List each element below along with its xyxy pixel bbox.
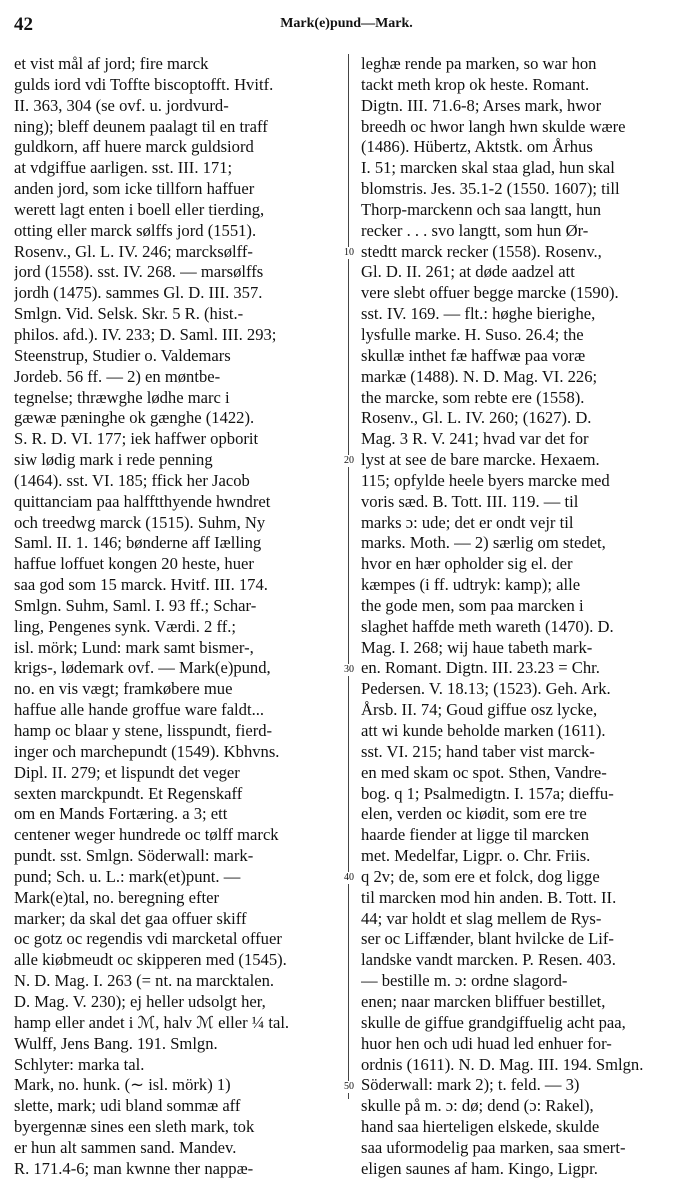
- left-column-line: ling, Pengenes synk. Værdi. 2 ff.;: [14, 616, 237, 636]
- right-column-line: Gl. D. II. 261; at døde aadzel att: [361, 262, 575, 282]
- right-column-line: the marcke, som rebte ere (1558).: [361, 387, 585, 407]
- left-column-line: saa god som 15 marck. Hvitf. III. 174.: [14, 575, 268, 595]
- right-column-line: skullæ inthet fæ haffwæ paa voræ: [361, 345, 586, 365]
- right-column-line: kæmpes (i ff. udtryk: kamp); alle: [361, 575, 581, 595]
- right-column-line: breedh oc hwor langh hwn skulde wære: [361, 116, 626, 136]
- running-head: Mark(e)pund—Mark.: [280, 16, 413, 31]
- left-column-line: Smlgn. Vid. Selsk. Skr. 5 R. (hist.-: [14, 304, 244, 324]
- right-column-line: I. 51; marcken skal staa glad, hun skal: [361, 158, 615, 178]
- left-column-line: Schlyter: marka tal.: [14, 1054, 145, 1074]
- left-column-line: oc gotz oc regendis vdi marcketal offuer: [14, 929, 282, 949]
- right-column-line: blomstris. Jes. 35.1-2 (1550. 1607); till: [361, 179, 620, 199]
- right-column-line: att wi kunde beholde marken (1611).: [361, 721, 606, 740]
- right-column-line: voris sæd. B. Tott. III. 119. — til: [361, 491, 579, 511]
- left-column-line: gæwæ pæninghe ok gænghe (1422).: [14, 408, 255, 428]
- left-column-line: (1464). sst. VI. 185; ffick her Jacob: [14, 470, 250, 490]
- right-column-line: ser oc Liffænder, blant hvilcke de Lif-: [361, 929, 614, 949]
- right-column-line: Söderwall: mark 2); t. feld. — 3): [361, 1075, 580, 1095]
- right-column-line: en. Romant. Digtn. III. 23.23 = Chr.: [361, 658, 600, 678]
- right-column-line: en med skam oc spot. Sthen, Vandre-: [361, 762, 607, 782]
- right-column-line: hand saa hierteligen elskede, skulde: [361, 1117, 600, 1137]
- right-column-line: markæ (1488). N. D. Mag. VI. 226;: [361, 366, 598, 386]
- left-column-line: slette, mark; udi bland sommæ aff: [14, 1096, 241, 1116]
- left-column-line: werett lagt enten i boell eller tierding,: [14, 199, 265, 219]
- left-column-line: S. R. D. VI. 177; iek haffwer opborit: [14, 429, 259, 449]
- right-column-line: til marcken mod hin anden. B. Tott. II.: [361, 887, 617, 907]
- right-column-line: Thorp-marckenn och saa langtt, hun: [361, 199, 602, 219]
- left-column-line: byergennæ sines een sleth mark, tok: [14, 1117, 255, 1137]
- right-column-line: marks ɔ: ude; det er ondt vejr til: [361, 512, 574, 532]
- left-column-line: haffue alle hande groffue ware faldt...: [14, 700, 265, 720]
- right-column-line: 115; opfylde heele byers marcke med: [361, 470, 610, 490]
- left-column-line: jord (1558). sst. IV. 268. — marsølffs: [14, 262, 264, 282]
- right-column-line: ordnis (1611). N. D. Mag. III. 194. Smlgn.: [361, 1054, 644, 1074]
- left-column-line: anden jord, som icke tillforn haffuer: [14, 179, 255, 199]
- left-column-line: hamp oc blaar y stene, lisspundt, fierd-: [14, 721, 273, 740]
- left-column-line: R. 171.4-6; man kwnne ther nappæ-: [14, 1158, 254, 1178]
- left-column-line: Mark(e)tal, no. beregning efter: [14, 887, 220, 907]
- left-column-line: gulds iord vdi Toffte biscoptofft. Hvitf.: [14, 74, 274, 94]
- right-column-line: the gode men, som paa marcken i: [361, 595, 584, 615]
- right-column-line: Rosenv., Gl. L. IV. 260; (1627). D.: [361, 408, 592, 428]
- right-column-line: q 2v; de, som ere et folck, dog ligge: [361, 866, 600, 886]
- line-number: 40: [338, 872, 360, 884]
- right-column-line: huor hen och udi huad led enhuer for-: [361, 1033, 612, 1053]
- left-column-line: inger och marchepundt (1549). Kbhvns.: [14, 741, 280, 761]
- right-column-line: slaghet haffde meth wareth (1470). D.: [361, 616, 614, 636]
- page-header: [14, 10, 679, 36]
- right-column-line: Digtn. III. 71.6-8; Arses mark, hwor: [361, 95, 602, 115]
- right-column: [361, 54, 683, 1180]
- right-column-line: tackt meth krop ok heste. Romant.: [361, 74, 590, 94]
- right-column-line: Mag. I. 268; wij haue tabeth mark-: [361, 637, 593, 657]
- left-column-line: isl. mörk; Lund: mark samt bismer-,: [14, 637, 254, 657]
- right-column-line: enen; naar marcken bliffuer bestillet,: [361, 991, 606, 1011]
- column-divider: [348, 54, 349, 1099]
- left-column-line: N. D. Mag. I. 263 (= nt. na marcktalen.: [14, 971, 275, 991]
- left-column-line: at vdgiffue aarligen. sst. III. 171;: [14, 158, 233, 178]
- right-column-line: skulle på m. ɔ: dø; dend (ɔ: Rakel),: [361, 1096, 594, 1116]
- left-column-line: Mark, no. hunk. (∼ isl. mörk) 1): [14, 1075, 231, 1095]
- left-column-line: alle kiøbmeudt oc skipperen med (1545).: [14, 950, 287, 970]
- right-column-line: (1486). Hübertz, Aktstk. om Århus: [361, 137, 593, 157]
- left-column-line: krigs-, lødemark ovf. — Mark(e)pund,: [14, 658, 271, 678]
- right-column-line: elen, verden oc kiødit, som ere tre: [361, 804, 587, 824]
- left-column-line: hamp eller andet i ℳ, halv ℳ eller ¼ tal.: [14, 1012, 290, 1032]
- left-column-line: D. Mag. V. 230); ej heller udsolgt her,: [14, 991, 266, 1011]
- right-column-line: 44; var holdt et slag mellem de Rys-: [361, 908, 602, 928]
- left-column-line: siw lødig mark i rede penning: [14, 450, 213, 470]
- right-column-line: eligen saunes af ham. Kingo, Ligpr.: [361, 1158, 598, 1178]
- right-column-line: sst. VI. 215; hand taber vist marck-: [361, 741, 595, 761]
- left-column-line: Saml. II. 1. 146; bønderne aff Iælling: [14, 533, 262, 553]
- left-column-line: pund; Sch. u. L.: mark(et)punt. —: [14, 866, 241, 886]
- right-column-line: lyst at see de bare marcke. Hexaem.: [361, 450, 600, 470]
- right-column-line: recker . . . svo langtt, som hun Ør-: [361, 220, 589, 240]
- left-column-line: Dipl. II. 279; et lispundt det veger: [14, 762, 240, 782]
- line-number: 20: [338, 455, 360, 467]
- left-column: [14, 54, 339, 1180]
- right-column-line: Mag. 3 R. V. 241; hvad var det for: [361, 429, 589, 449]
- right-column-line: landske vandt marcken. P. Resen. 403.: [361, 950, 616, 970]
- right-column-line: Årsb. II. 74; Goud giffue osz lycke,: [361, 700, 598, 720]
- left-column-line: ning); bleff deunem paalagt til en traff: [14, 116, 268, 136]
- left-column-line: quittanciam paa halfftthyende hwndret: [14, 491, 271, 511]
- left-column-line: II. 363, 304 (se ovf. u. jordvurd-: [14, 95, 229, 115]
- right-column-line: saa uformodelig paa marken, saa smert-: [361, 1137, 626, 1157]
- right-column-line: hvor en hær opholder sig el. der: [361, 554, 573, 574]
- left-column-line: Steenstrup, Studier o. Valdemars: [14, 345, 231, 365]
- left-column-line: et vist mål af jord; fire marck: [14, 54, 209, 73]
- left-column-line: Rosenv., Gl. L. IV. 246; marcksølff-: [14, 241, 253, 261]
- right-column-line: skulle de giffue grandgiffuelig acht paa,: [361, 1012, 626, 1032]
- left-column-line: Wulff, Jens Bang. 191. Smlgn.: [14, 1033, 218, 1053]
- left-column-line: haffue loffuet kongen 20 heste, huer: [14, 554, 254, 574]
- left-column-line: tegnelse; thræwghe lødhe marc i: [14, 387, 230, 407]
- left-column-line: om en Mands Fortæring. a 3; ett: [14, 804, 228, 824]
- left-column-line: otting eller marck sølffs jord (1551).: [14, 220, 257, 240]
- right-column-line: leghæ rende pa marken, so war hon: [361, 54, 597, 73]
- left-column-line: centener weger hundrede oc tølff marck: [14, 825, 279, 845]
- left-column-line: sexten marckpundt. Et Regenskaff: [14, 783, 243, 803]
- page-number: 42: [14, 14, 33, 35]
- left-column-line: er hun alt sammen sand. Mandev.: [14, 1137, 237, 1157]
- left-column-line: jordh (1475). sammes Gl. D. III. 357.: [14, 283, 263, 303]
- line-number: 50: [338, 1081, 360, 1093]
- right-column-line: — bestille m. ɔ: ordne slagord-: [361, 971, 568, 991]
- right-column-line: Pedersen. V. 18.13; (1523). Geh. Ark.: [361, 679, 611, 699]
- line-number: 30: [338, 664, 360, 676]
- left-column-line: pundt. sst. Smlgn. Söderwall: mark-: [14, 846, 254, 866]
- left-column-line: Jordeb. 56 ff. — 2) en møntbe-: [14, 366, 221, 386]
- right-column-line: haarde fiender at ligge til marcken: [361, 825, 590, 845]
- left-column-line: Smlgn. Suhm, Saml. I. 93 ff.; Schar-: [14, 595, 257, 615]
- right-column-line: sst. IV. 169. — flt.: høghe bierighe,: [361, 304, 596, 324]
- right-column-line: bog. q 1; Psalmedigtn. I. 157a; dieffu-: [361, 783, 614, 803]
- right-column-line: vere slebt offuer begge marcke (1590).: [361, 283, 619, 303]
- right-column-line: lysfulle marke. H. Suso. 26.4; the: [361, 324, 584, 344]
- left-column-line: guldkorn, aff huere marck guldsiord: [14, 137, 254, 157]
- line-number: 10: [338, 247, 360, 259]
- left-column-line: marker; da skal det gaa offuer skiff: [14, 908, 247, 928]
- right-column-line: met. Medelfar, Ligpr. o. Chr. Friis.: [361, 846, 591, 866]
- right-column-line: marks. Moth. — 2) særlig om stedet,: [361, 533, 606, 553]
- left-column-line: och treedwg marck (1515). Suhm, Ny: [14, 512, 266, 532]
- right-column-line: stedtt marck recker (1558). Rosenv.,: [361, 241, 602, 261]
- left-column-line: philos. afd.). IV. 233; D. Saml. III. 293;: [14, 324, 277, 344]
- left-column-line: no. en vis vægt; framkøbere mue: [14, 679, 233, 699]
